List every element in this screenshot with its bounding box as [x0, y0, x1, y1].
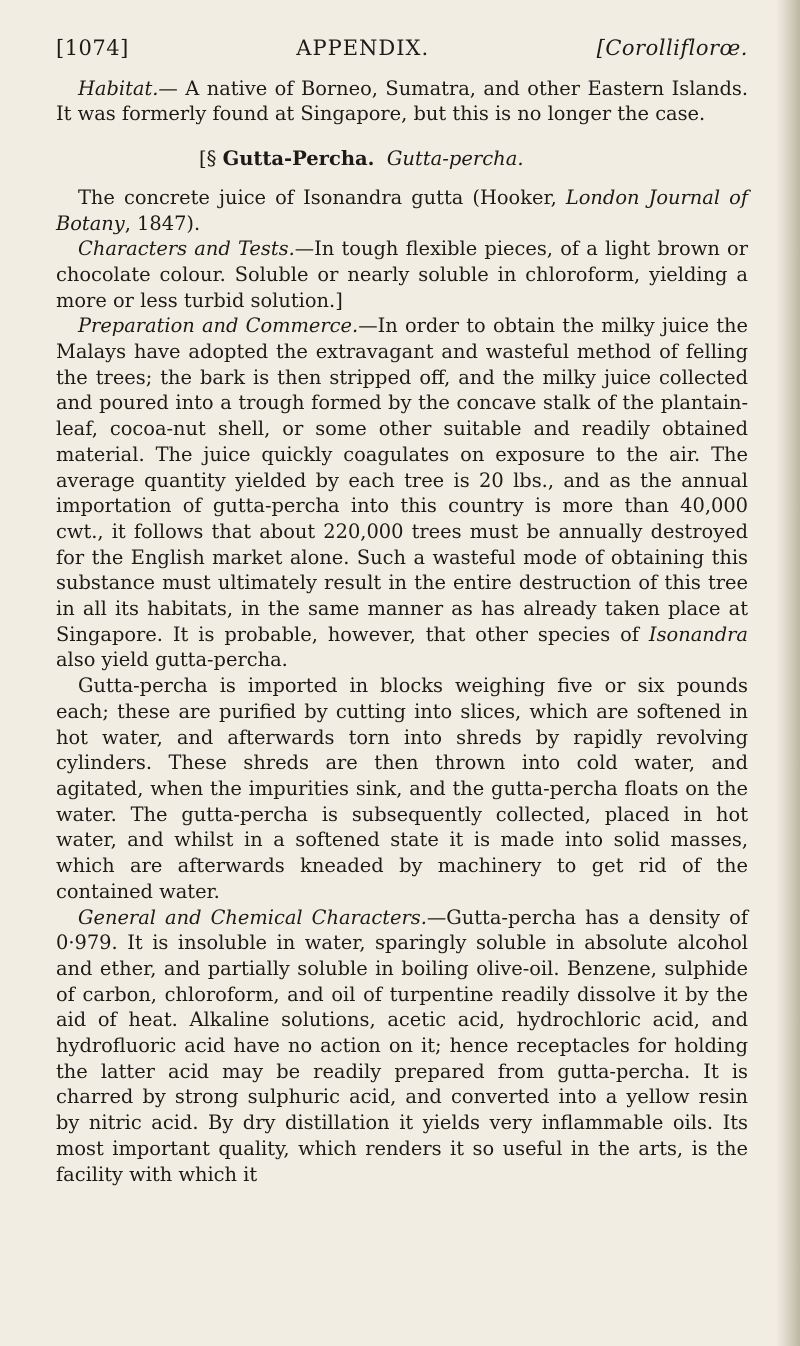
- header-section: APPENDIX.: [296, 36, 430, 60]
- book-page: [56, 36, 748, 1187]
- general-paragraph: [56, 905, 748, 1188]
- import-paragraph: Gutta-percha is imported in blocks weighing five or six pounds each; these are purified by cutting into slices, which are softened in hot water, and afterwards torn into shreds by rapidly revolving cylinders. These shreds are then thrown into cold water, and agitated, when the impurities sink, and the gutta-percha floats on the water. The gutta-percha is subsequently collected, placed in hot water, and whilst in a softened state it is made into solid masses, which are afterwards kneaded by machinery to get rid of the contained water.: [56, 674, 748, 903]
- source-journal: London Journal of Botany: [56, 185, 749, 235]
- running-header: [56, 36, 748, 62]
- characters-label: Characters and Tests.: [78, 237, 295, 261]
- section-heading-name: Gutta-Percha.: [222, 147, 375, 171]
- general-text: —Gutta-percha has a density of 0·979. It is insoluble in water, sparingly soluble in absolute alcohol and ether, and partially soluble in boiling olive-oil. Benzene, sulphide of carbon, chloroform, and oil of turpentine readily dissolve it by the aid of heat. Alkaline solutions, acetic acid, hydrochloric acid, and hydrofluoric acid have no action on it; hence receptacles for holding the latter acid may be readily prepared from gutta-percha. It is charred by strong sulphuric acid, and converted into a yellow resin by nitric acid. By dry distillation it yields very inflammable oils. Its most important quality, which renders it so useful in the arts, is the facility with which it: [56, 905, 748, 1186]
- preparation-label: Preparation and Commerce.: [78, 314, 359, 338]
- page-number: [1074]: [56, 36, 129, 60]
- book-spine-edge: [782, 0, 800, 1346]
- general-label: General and Chemical Characters.: [78, 905, 427, 929]
- characters-text: —In tough flexible pieces, of a light brown or chocolate colour. Soluble or nearly soluble in chloroform, yielding a more or less turbid solution.]: [56, 237, 748, 312]
- habitat-label: Habitat.: [78, 76, 159, 100]
- habitat-text: — A native of Borneo, Sumatra, and other Eastern Islands. It was formerly found at Singapore, but this is no longer the case.: [56, 76, 748, 126]
- source-paragraph: [56, 185, 748, 236]
- habitat-paragraph: [56, 76, 748, 127]
- section-heading-latin: Gutta-percha.: [386, 147, 524, 171]
- preparation-text-end: also yield gutta-percha.: [56, 648, 288, 672]
- section-heading-prefix: [§: [199, 147, 223, 171]
- preparation-text: —In order to obtain the milky juice the Malays have adopted the extravagant and wasteful method of felling the trees; the bark is then stripped off, and the milky juice collected and poured into a trough formed by the concave stalk of the plantain-leaf, cocoa-nut shell, or some other suitable and readily obtained material. The juice quickly coagulates on exposure to the air. The average quantity yielded by each tree is 20 lbs., and as the annual importation of gutta-percha into this country is more than 40,000 cwt., it follows that about 220,000 trees must be annually destroyed for the English market alone. Such a wasteful mode of obtaining this substance must ultimately result in the entire destruction of this tree in all its habitats, in the same manner as has already taken place at Singapore. It is probable, however, that other species of: [56, 314, 748, 646]
- source-text-before: The concrete juice of Isonandra gutta (Hooker,: [78, 185, 566, 209]
- preparation-paragraph: [56, 313, 748, 673]
- source-text-after: , 1847).: [124, 211, 201, 235]
- header-order: [Corolliflorœ.: [596, 36, 748, 60]
- characters-paragraph: [56, 236, 748, 313]
- preparation-genus: Isonandra: [648, 622, 748, 646]
- section-heading: [199, 146, 748, 172]
